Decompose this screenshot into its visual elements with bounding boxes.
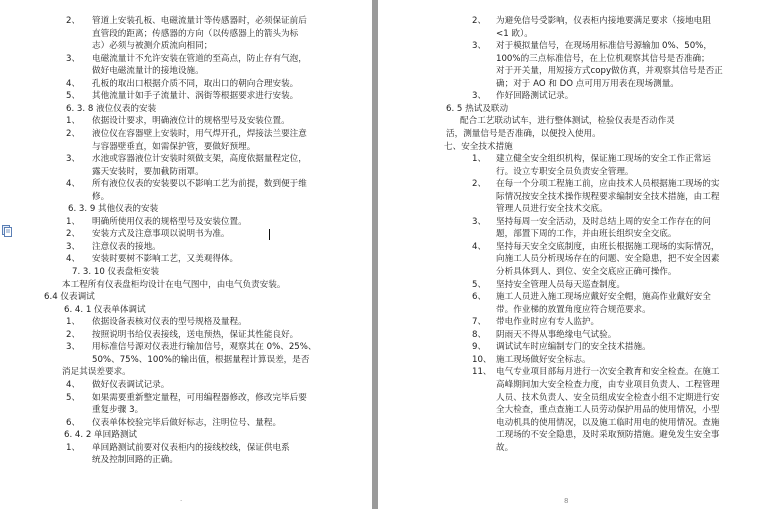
text-line: 际情况按安全技术操作规程要求编制安全技术措施，由工程 (496, 191, 720, 202)
text-line: 安装方式及注意事项以说明书为准。 (92, 229, 230, 240)
list-number: 1、 (66, 116, 81, 127)
text-line: 建立健全安全组织机构，保证施工现场的安全工作正常运 (496, 154, 711, 165)
list-number: 5、 (66, 91, 81, 102)
text-line: 与容器壁垂直，如需保护管，要做好预埋。 (92, 141, 256, 152)
list-number: 2、 (66, 329, 81, 340)
text-line: 电动机具的使用情况，以及施工临时用电的使用情况。查施 (496, 417, 720, 428)
page-number-right: 8 (564, 497, 569, 505)
text-line: 管道上安装孔板、电磁流量计等传感器时，必须保证前后 (92, 16, 307, 26)
text-line: 修。 (92, 191, 110, 202)
text-line: 带电作业时应有专人监护。 (496, 317, 600, 328)
text-line: 露天安装时，要加截防雨罩。 (92, 166, 204, 177)
list-number: 9、 (472, 342, 487, 353)
text-line: 施工人员进入施工现场应戴好安全帽，施高作业戴好安全 (496, 292, 711, 303)
text-line: 水池或容器液位计安装时须做支架，高度依据量程定位， (92, 154, 307, 165)
list-number: 4、 (66, 78, 81, 89)
page-number-left: · (180, 497, 183, 505)
text-line: 液位仪在容器壁上安装时，用气焊开孔，焊接法兰要注意 (92, 128, 307, 139)
list-number: 3、 (66, 154, 81, 165)
text-line: 依据设计要求，明确液位计的规格型号及安装位置。 (92, 116, 290, 127)
text-line: 50%、75%、100%的输出值，根据量程计算误差，是否 (92, 354, 310, 365)
text-line: 工现场的不安全隐患，及时采取预防措施。避免发生安全事 (496, 430, 720, 441)
list-number: 1、 (66, 317, 81, 328)
text-line: 仪表单体校验完毕后做好标志，注明位号、量程。 (92, 417, 282, 428)
text-line: 阴雨天不得从事绝缘电气试验。 (496, 329, 617, 340)
text-line: 做好仪表调试记录。 (92, 379, 170, 390)
list-number: 3、 (472, 91, 487, 102)
text-line: <1 欧）。 (496, 28, 533, 39)
text-line: 6. 4. 1 仪表单体调试 (64, 304, 146, 315)
list-number: 4、 (472, 241, 487, 252)
list-number: 3、 (472, 41, 487, 52)
text-line: 如果需要重新整定量程，可用编程器修改，修改完毕后要 (92, 392, 307, 403)
list-number: 5、 (472, 279, 487, 290)
text-line: 7. 3. 10 仪表盘柜安装 (72, 267, 160, 277)
text-line: 全大检查，重点查施工人员劳动保护用品的使用情况，小型 (496, 405, 720, 416)
text-line: 本工程所有仪表盘柜均设计在电气图中，由电气负责安装。 (62, 279, 286, 290)
list-number: 3、 (66, 53, 81, 64)
text-line: 行。设立专职安全员负责安全管理。 (496, 166, 634, 177)
text-line: 配合工艺联动试车，进行整体测试，检验仪表是否动作灵 (460, 116, 675, 127)
text-line: 消足其误差要求。 (62, 367, 131, 378)
list-number: 1、 (472, 154, 487, 165)
text-line: 确；对于 AO 和 DO 点可用万用表在现场测量。 (496, 78, 679, 89)
text-line: 电气专业项目部每月进行一次安全教育和安全检查。在施工 (496, 367, 720, 378)
text-line: 按照说明书给仪表接线，送电预热，保证其性能良好。 (92, 329, 299, 340)
list-number: 4、 (66, 254, 81, 265)
text-line: 6. 3. 9 其他仪表的安装 (68, 204, 159, 215)
text-line: 所有液位仪表的安装要以不影响工艺为前提，数到便于维 (92, 179, 307, 190)
text-line: 带。作业梯的放置角度应符合规范要求。 (496, 304, 651, 315)
text-line: 孔板的取出口根据介质不同，取出口的朝向合理安装。 (92, 78, 299, 89)
list-number: 2、 (472, 16, 487, 26)
text-line: 明确所使用仪表的规格型号及安装位置。 (92, 216, 247, 227)
list-number: 2、 (66, 128, 81, 139)
list-number: 1、 (66, 442, 81, 453)
text-line: 100%的三点标准信号，在上位机观察其信号是否准确； (496, 53, 710, 64)
text-line: 6.4 仪表调试 (44, 292, 95, 303)
text-line: 做好电磁流量计的接地设施。 (92, 66, 204, 77)
text-line: 在每一个分项工程施工前，应由技术人员根据施工现场的实 (496, 179, 720, 190)
text-line: 电磁流量计不允许安装在管道的至高点，防止存有气泡， (92, 53, 307, 64)
text-line: 坚持安全管理人员每天巡查制度。 (496, 279, 625, 290)
document-page-left (0, 0, 372, 509)
text-line: 调试试车时应编制专门的安全技术措施。 (496, 342, 651, 353)
list-number: 2、 (66, 16, 81, 26)
text-line: 志）必须与被测介质流向相同； (92, 41, 213, 52)
text-line: 故。 (496, 442, 514, 453)
list-number: 3、 (66, 342, 81, 353)
list-number: 4、 (66, 179, 81, 190)
text-line: 6. 4. 2 单回路测试 (64, 430, 138, 441)
text-line: 高峰期间加大安全检查力度，由专业项目负责人、工程管理 (496, 379, 720, 390)
list-number: 3、 (472, 216, 487, 227)
list-number: 3、 (66, 241, 81, 252)
text-line: 作好回路测试记录。 (496, 91, 574, 102)
list-number: 7、 (472, 317, 487, 328)
text-line: 6. 3. 8 液位仪表的安装 (66, 103, 157, 114)
list-number: 6、 (472, 292, 487, 303)
text-line: 对于开关量，用短接方式copy做仿真，并观察其信号是否正 (496, 66, 723, 77)
text-line: 重复步骤 3。 (92, 405, 144, 416)
text-line: 向施工人员分析现场存在的问题、安全隐患，把不安全因素 (496, 254, 720, 265)
document-page-right (378, 0, 760, 509)
list-number: 11、 (472, 367, 492, 378)
text-line: 坚持每天安全交底制度，由班长根据施工现场的实际情况， (496, 241, 720, 252)
text-line: 注意仪表的接地。 (92, 241, 161, 252)
text-line: 单回路测试前要对仪表柜内的接线校线，保证供电系 (92, 442, 290, 453)
text-line: 6. 5 热试及联动 (446, 103, 509, 114)
list-number: 5、 (66, 392, 81, 403)
text-line: 用标准信号源对仪表进行输加信号，观察其在 0%、25%、 (92, 342, 317, 353)
text-line: 人员、技术负责人、安全员组成安全检查小组不定期进行安 (496, 392, 720, 403)
list-number: 1、 (66, 216, 81, 227)
text-line: 分析具体到人、到位、安全交底应正确可操作。 (496, 267, 677, 277)
text-line: 题，部置下周的工作，并由班长组织安全交底。 (496, 229, 677, 240)
text-line: 施工现场做好安全标志。 (496, 354, 591, 365)
text-line: 对于模拟量信号，在现场用标准信号源输加 0%、50%， (496, 41, 712, 52)
text-line: 管理人员进行安全技术交底。 (496, 204, 608, 215)
text-line: 统及控制回路的正确。 (92, 455, 178, 466)
list-number: 10、 (472, 354, 492, 365)
text-cursor (269, 229, 270, 240)
text-line: 活，测量信号是否准确，以便投入使用。 (446, 128, 601, 139)
text-line: 坚持每周一安全活动，及时总结上周的安全工作存在的问 (496, 216, 711, 227)
text-line: 安装时要树不影响工艺，又美观得体。 (92, 254, 239, 265)
list-number: 8、 (472, 329, 487, 340)
text-line: 为避免信号受影响，仪表柜内接地要满足要求（接地电阻 (496, 16, 711, 26)
text-line: 七、安全技术措施 (444, 141, 513, 152)
paste-options-icon[interactable] (2, 225, 12, 237)
list-number: 2、 (66, 229, 81, 240)
list-number: 2、 (472, 179, 487, 190)
text-line: 其他流量计如手子流量计、涡街等根据要求进行安装。 (92, 91, 299, 102)
text-line: 依据设备表核对仪表的型号规格及量程。 (92, 317, 247, 328)
text-line: 直管段的距离；传感器的方向（以传感器上的箭头为标 (92, 28, 299, 39)
list-number: 6、 (66, 417, 81, 428)
list-number: 4、 (66, 379, 81, 390)
